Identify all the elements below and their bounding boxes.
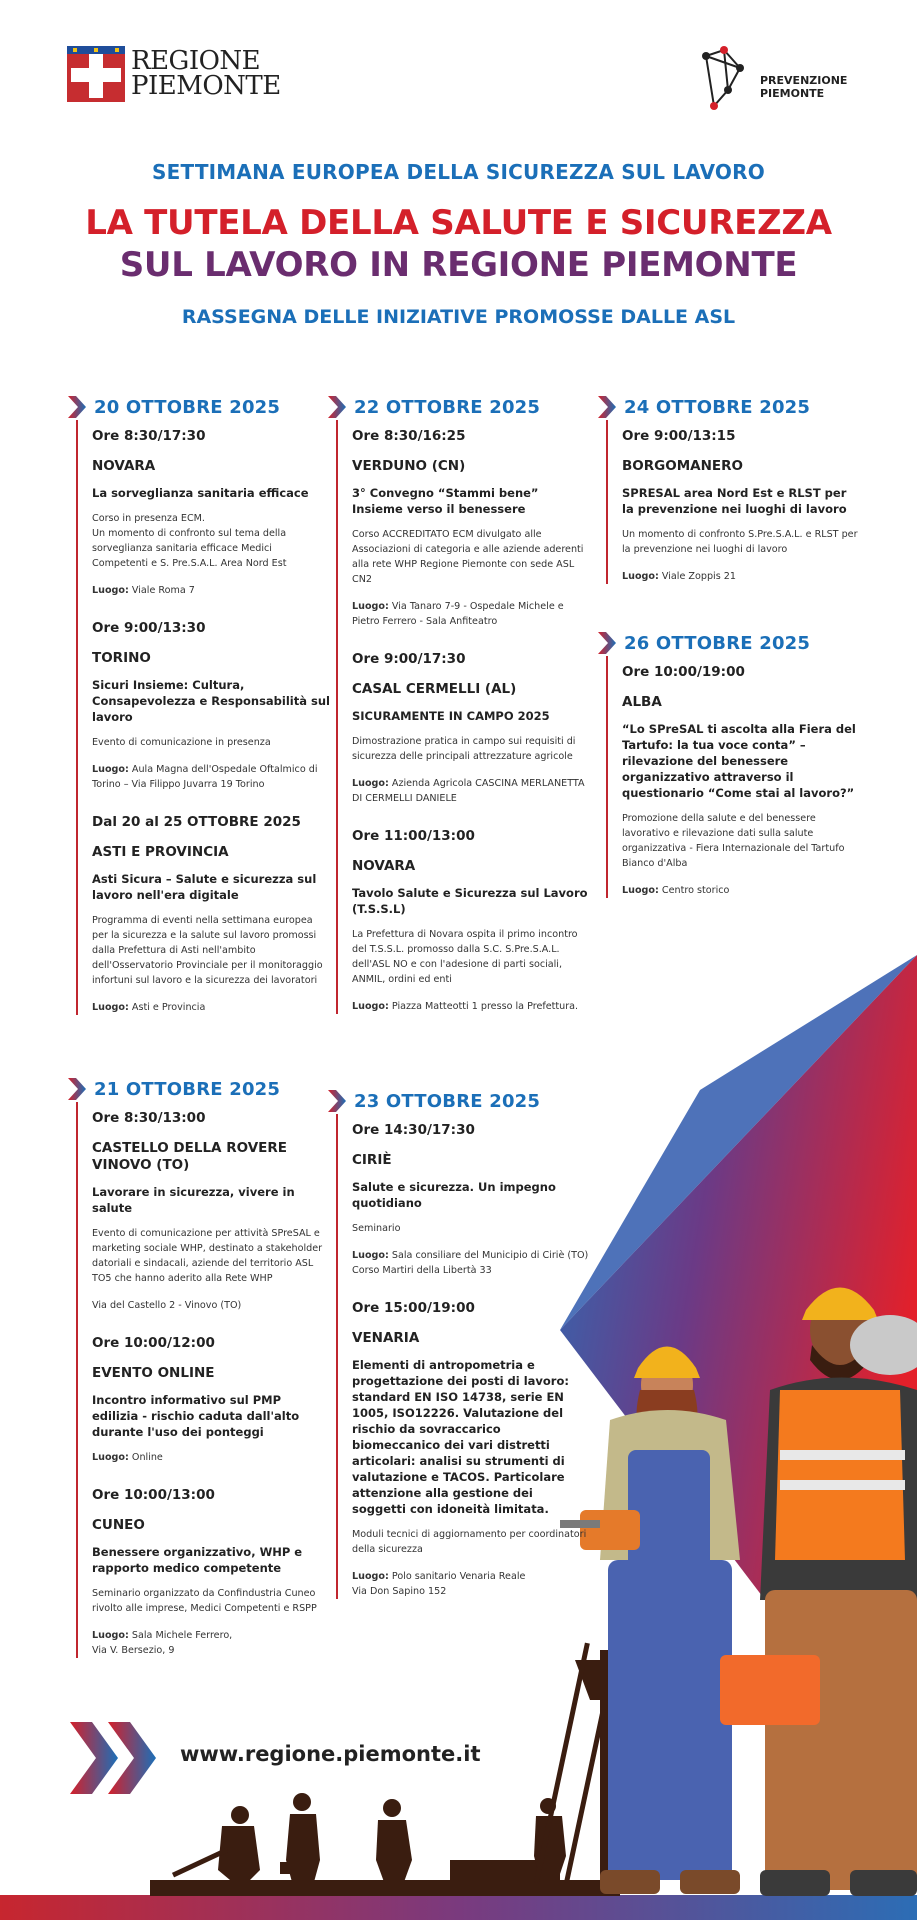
event-location-label: Luogo:: [352, 1571, 389, 1582]
event-description: Evento di comunicazione per attività SPreSAL e marketing sociale WHP, destinato a stakeholder datoriali e sindacali, aziende del territorio ASL TO5 che hanno aderito alla Rete WHP: [92, 1228, 323, 1284]
event-time: Ore 14:30/17:30: [352, 1122, 475, 1138]
event-list: [606, 656, 860, 898]
event-location-label: Luogo:: [92, 1002, 129, 1013]
event-list: [606, 420, 860, 584]
event-location-value: Viale Zoppis 21: [658, 571, 736, 582]
event-item: [352, 1300, 590, 1599]
event-location-value: Sala consiliare del Municipio di Ciriè (TO) Corso Martiri della Libertà 33: [352, 1250, 589, 1276]
day-block-22-ottobre: [328, 394, 590, 1018]
chevron-right-icon: [598, 396, 616, 418]
event-time: Ore 8:30/17:30: [92, 428, 206, 444]
date-header: [68, 394, 330, 420]
title-line1: LA TUTELA DELLA SALUTE E SICUREZZA: [85, 203, 832, 243]
day-block-20-ottobre: [68, 394, 330, 1019]
event-location-label: Luogo:: [352, 601, 389, 612]
event-location-label: Luogo:: [352, 1001, 389, 1012]
date-label: 23 OTTOBRE 2025: [354, 1090, 541, 1112]
event-location-label: Luogo:: [622, 885, 659, 896]
chevron-right-icon: [68, 396, 86, 418]
event-description: Programma di eventi nella settimana europea per la sicurezza e la salute sul lavoro promossi dalla Prefettura di Asti nell'ambito dell'Osservatorio Provinciale per il monitoraggio infortuni sul lavoro e la sicurezza dei lavoratori: [92, 915, 323, 986]
event-location-label: Luogo:: [92, 1452, 129, 1463]
date-label: 20 OTTOBRE 2025: [94, 396, 281, 418]
event-time: Ore 9:00/17:30: [352, 651, 466, 667]
event-location-label: Luogo:: [352, 778, 389, 789]
event-time: Ore 10:00/13:00: [92, 1487, 215, 1503]
event-description: Un momento di confronto S.Pre.S.A.L. e RLST per la prevenzione nei luoghi di lavoro: [622, 529, 858, 555]
regione-shield-icon: [67, 46, 125, 102]
event-time: Ore 10:00/12:00: [92, 1335, 215, 1351]
event-location: [352, 1248, 590, 1278]
event-location-value: Aula Magna dell'Ospedale Oftalmico di Torino – Via Filippo Juvarra 19 Torino: [92, 764, 318, 790]
event-location: [622, 883, 860, 898]
date-header: [598, 630, 860, 656]
day-block-26-ottobre: [598, 630, 860, 902]
event-title: Sicuri Insieme: Cultura, Consapevolezza e Responsabilità sul lavoro: [92, 678, 330, 724]
logo-text-line1: REGIONE: [131, 46, 261, 76]
event-item: [92, 1110, 330, 1313]
event-title: Salute e sicurezza. Un impegno quotidiano: [352, 1180, 556, 1210]
kicker: SETTIMANA EUROPEA DELLA SICUREZZA SUL LAVORO: [152, 160, 765, 184]
chevron-right-icon: [328, 1090, 346, 1112]
event-location: [352, 776, 590, 806]
event-location-label: Luogo:: [622, 571, 659, 582]
event-item: [352, 1122, 590, 1278]
date-header: [328, 394, 590, 420]
regione-piemonte-logo: [67, 46, 281, 102]
event-item: [622, 664, 860, 898]
event-title: Elementi di antropometria e progettazione dei posti di lavoro: standard EN ISO 14738, serie EN 1005, ISO12226. Valutazione del rischio da sovraccarico biomeccanico dei vari distretti articolari: analisi su strumenti di valutazione e TACOS. Particolare attenzione alla gestione dei soggetti con idoneità limitata.: [352, 1358, 569, 1516]
date-header: [598, 394, 860, 420]
event-item: [622, 428, 860, 584]
date-label: 21 OTTOBRE 2025: [94, 1078, 281, 1100]
event-item: [352, 651, 590, 806]
event-place: CUNEO: [92, 1517, 145, 1533]
event-description: Promozione della salute e del benessere lavorativo e rilevazione dati sulla salute organizzativa - Fiera Internazionale del Tartufo Bianco d'Alba: [622, 813, 845, 869]
prevenzione-line1: PREVENZIONE: [760, 74, 848, 87]
event-title: Benessere organizzativo, WHP e rapporto medico competente: [92, 1545, 303, 1575]
prevenzione-piemonte-logo: [700, 46, 848, 112]
event-description: Seminario: [352, 1223, 401, 1234]
event-place: EVENTO ONLINE: [92, 1365, 215, 1381]
event-place: NOVARA: [352, 858, 416, 874]
event-item: [352, 828, 590, 1014]
event-list: [76, 1102, 330, 1658]
event-time: Ore 9:00/13:15: [622, 428, 736, 444]
event-time: Ore 8:30/16:25: [352, 428, 466, 444]
event-title: Lavorare in sicurezza, vivere in salute: [92, 1185, 295, 1215]
event-item: [352, 428, 590, 629]
event-location: [92, 762, 330, 792]
chevron-right-icon: [598, 632, 616, 654]
prevenzione-line2: PIEMONTE: [760, 87, 825, 100]
event-location: [92, 1628, 330, 1658]
event-location-label: Luogo:: [92, 1630, 129, 1641]
event-location: [622, 569, 860, 584]
event-place: CASAL CERMELLI (AL): [352, 681, 517, 697]
event-description: Corso ACCREDITATO ECM divulgato alle Associazioni di categoria e alle aziende aderenti alla rete WHP Regione Piemonte con sede ASL CN2: [352, 529, 584, 585]
date-header: [68, 1076, 330, 1102]
event-location-value: Via Tanaro 7-9 - Ospedale Michele e Pietro Ferrero - Sala Anfiteatro: [352, 601, 564, 627]
event-location-value: Asti e Provincia: [128, 1002, 206, 1013]
event-time: Ore 10:00/19:00: [622, 664, 745, 680]
event-description: Seminario organizzato da Confindustria Cuneo rivolto alle imprese, Medici Competenti e RSPP: [92, 1588, 317, 1614]
event-time: Ore 9:00/13:30: [92, 620, 206, 636]
event-title: Asti Sicura – Salute e sicurezza sul lavoro nell'era digitale: [92, 872, 317, 902]
event-description: Moduli tecnici di aggiornamento per coordinatori della sicurezza: [352, 1529, 587, 1555]
day-block-24-ottobre: [598, 394, 860, 588]
bottom-strip: [0, 1895, 917, 1920]
header: [0, 160, 917, 328]
event-place: CIRIÈ: [352, 1152, 392, 1168]
event-title: SICURAMENTE IN CAMPO 2025: [352, 709, 550, 723]
event-title: SPRESAL area Nord Est e RLST per la prevenzione nei luoghi di lavoro: [622, 486, 847, 516]
page-title: [0, 202, 917, 286]
event-title: La sorveglianza sanitaria efficace: [92, 486, 309, 500]
event-location-label: Luogo:: [92, 585, 129, 596]
event-description: Evento di comunicazione in presenza: [92, 737, 271, 748]
event-location: [352, 1569, 590, 1599]
event-location-value: Piazza Matteotti 1 presso la Prefettura.: [388, 1001, 579, 1012]
event-location: [92, 1298, 330, 1313]
event-location-value: Viale Roma 7: [128, 585, 195, 596]
date-label: 22 OTTOBRE 2025: [354, 396, 541, 418]
event-place: VERDUNO (CN): [352, 458, 466, 474]
website-link[interactable]: www.regione.piemonte.it: [180, 1742, 481, 1766]
event-list: [76, 420, 330, 1015]
event-location-value: Centro storico: [658, 885, 730, 896]
workers-silhouette: [150, 1643, 640, 1896]
day-block-23-ottobre: [328, 1088, 590, 1603]
event-time: Ore 8:30/13:00: [92, 1110, 206, 1126]
event-location: [92, 1000, 330, 1015]
event-location-value: Polo sanitario Venaria Reale Via Don Sapino 152: [352, 1571, 526, 1597]
event-time: Dal 20 al 25 OTTOBRE 2025: [92, 814, 301, 830]
event-description: Dimostrazione pratica in campo sui requisiti di sicurezza delle principali attrezzature agricole: [352, 736, 576, 762]
date-label: 24 OTTOBRE 2025: [624, 396, 811, 418]
day-block-21-ottobre: [68, 1076, 330, 1662]
event-item: [92, 428, 330, 598]
event-time: Ore 15:00/19:00: [352, 1300, 475, 1316]
date-header: [328, 1088, 590, 1114]
event-location: [352, 599, 590, 629]
event-title: Incontro informativo sul PMP edilizia - rischio caduta dall'alto durante l'uso dei ponteggi: [92, 1393, 300, 1439]
event-location-value: Online: [128, 1452, 163, 1463]
event-title: Tavolo Salute e Sicurezza sul Lavoro (T.S.S.L): [352, 886, 588, 916]
event-location-label: Luogo:: [352, 1250, 389, 1261]
event-place: BORGOMANERO: [622, 458, 743, 474]
event-title: 3° Convegno “Stammi bene” Insieme verso il benessere: [352, 486, 539, 516]
event-list: [336, 1114, 590, 1599]
event-location-value: Via del Castello 2 - Vinovo (TO): [92, 1300, 242, 1311]
event-place: TORINO: [92, 650, 151, 666]
event-location: [92, 583, 330, 598]
event-description: Corso in presenza ECM. Un momento di confronto sul tema della sorveglianza sanitaria efficace Medici Competenti e S. Pre.S.A.L. Area Nord Est: [92, 513, 287, 569]
event-item: [92, 1335, 330, 1465]
event-title: “Lo SPreSAL ti ascolta alla Fiera del Tartufo: la tua voce conta” – rilevazione del benessere organizzativo attraverso il questionario “Come stai al lavoro?”: [622, 722, 856, 800]
event-place: VENARIA: [352, 1330, 420, 1346]
double-chevron-icon: [70, 1722, 160, 1794]
event-location-value: Sala Michele Ferrero, Via V. Bersezio, 9: [92, 1630, 233, 1656]
event-place: ALBA: [622, 694, 662, 710]
event-place: ASTI E PROVINCIA: [92, 844, 229, 860]
subtitle: RASSEGNA DELLE INIZIATIVE PROMOSSE DALLE ASL: [181, 306, 736, 328]
event-place: CASTELLO DELLA ROVERE VINOVO (TO): [92, 1140, 287, 1173]
chevron-right-icon: [328, 396, 346, 418]
event-place: NOVARA: [92, 458, 156, 474]
event-location-label: Luogo:: [92, 764, 129, 775]
event-location: [352, 999, 590, 1014]
title-line2: SUL LAVORO IN REGIONE PIEMONTE: [119, 245, 798, 285]
logo-text-line2: PIEMONTE: [131, 71, 281, 101]
event-time: Ore 11:00/13:00: [352, 828, 475, 844]
event-item: [92, 620, 330, 792]
event-item: [92, 814, 330, 1015]
event-item: [92, 1487, 330, 1658]
date-label: 26 OTTOBRE 2025: [624, 632, 811, 654]
event-description: La Prefettura di Novara ospita il primo incontro del T.S.S.L. promosso dalla S.C. S.Pre.S.A.L. dell'ASL NO e con l'adesione di parti sociali, ANMIL, ordini ed enti: [352, 929, 578, 985]
event-list: [336, 420, 590, 1014]
event-location: [92, 1450, 330, 1465]
event-location-value: Azienda Agricola CASCINA MERLANETTA DI CERMELLI DANIELE: [352, 778, 585, 804]
chevron-right-icon: [68, 1078, 86, 1100]
